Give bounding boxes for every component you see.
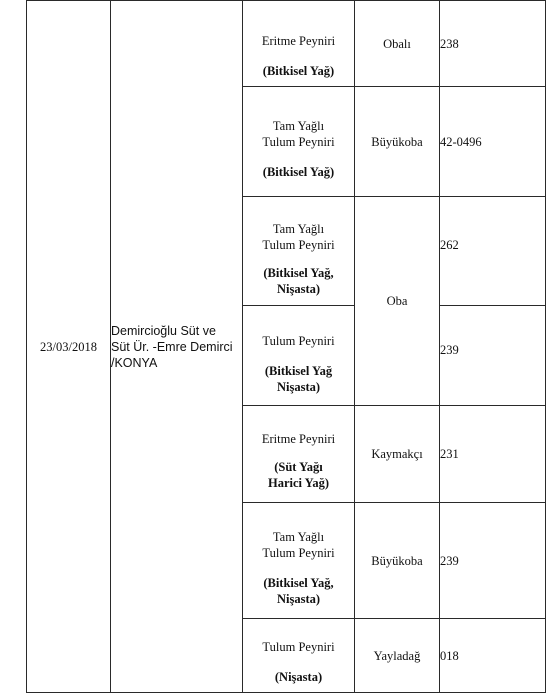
brand-cell: Büyükoba xyxy=(355,87,440,197)
company-cell xyxy=(111,1,243,693)
product-name: Tulum Peyniri xyxy=(262,333,335,348)
product-name: Tulum Peyniri xyxy=(262,134,335,149)
product-note: (Nişasta) xyxy=(274,669,323,684)
inspection-table xyxy=(26,0,546,693)
product-note: Nişasta) xyxy=(276,591,321,606)
company-line: /KONYA xyxy=(111,355,158,370)
product-note: (Bitkisel Yağ xyxy=(264,363,333,378)
product-note: (Süt Yağı xyxy=(274,460,323,474)
lot-cell: 239 xyxy=(440,503,546,619)
product-note: (Bitkisel Yağ, xyxy=(263,575,334,590)
lot-cell: 238 xyxy=(440,1,546,87)
brand-cell: Kaymakçı xyxy=(355,406,440,503)
product-note: (Bitkisel Yağ) xyxy=(262,164,335,179)
brand-cell: Büyükoba xyxy=(355,503,440,619)
product-note: Harici Yağ) xyxy=(268,476,329,490)
product-name: Tam Yağlı xyxy=(272,529,325,544)
product-name: Tam Yağlı xyxy=(272,222,325,236)
product-cell xyxy=(243,1,355,87)
lot-cell: 42-0496 xyxy=(440,87,546,197)
product-name: Tulum Peyniri xyxy=(262,238,335,252)
brand-cell: Obalı xyxy=(355,1,440,87)
company-line: Demircioğlu Süt ve xyxy=(111,323,216,338)
product-name: Tulum Peyniri xyxy=(262,639,335,654)
brand-cell: Oba xyxy=(355,197,440,406)
company-line: Süt Ür. -Emre Demirci xyxy=(111,339,233,354)
product-note: (Bitkisel Yağ, xyxy=(263,266,334,280)
product-note: Nişasta) xyxy=(276,379,321,394)
product-cell xyxy=(243,197,355,306)
product-cell xyxy=(243,406,355,503)
table-row xyxy=(27,1,546,87)
date-cell: 23/03/2018 xyxy=(27,1,111,693)
product-name: Tulum Peyniri xyxy=(262,545,335,560)
product-cell xyxy=(243,619,355,693)
lot-cell: 239 xyxy=(440,306,546,406)
lot-cell: 231 xyxy=(440,406,546,503)
brand-cell: Yayladağ xyxy=(355,619,440,693)
product-name: Tam Yağlı xyxy=(272,118,325,133)
lot-cell: 262 xyxy=(440,197,546,306)
lot-cell: 018 xyxy=(440,619,546,693)
product-note: Nişasta) xyxy=(276,282,321,296)
product-cell xyxy=(243,87,355,197)
product-name: Eritme Peyniri xyxy=(261,432,336,446)
product-name: Eritme Peyniri xyxy=(261,33,336,48)
product-cell xyxy=(243,306,355,406)
product-note: (Bitkisel Yağ) xyxy=(262,63,335,78)
product-cell xyxy=(243,503,355,619)
